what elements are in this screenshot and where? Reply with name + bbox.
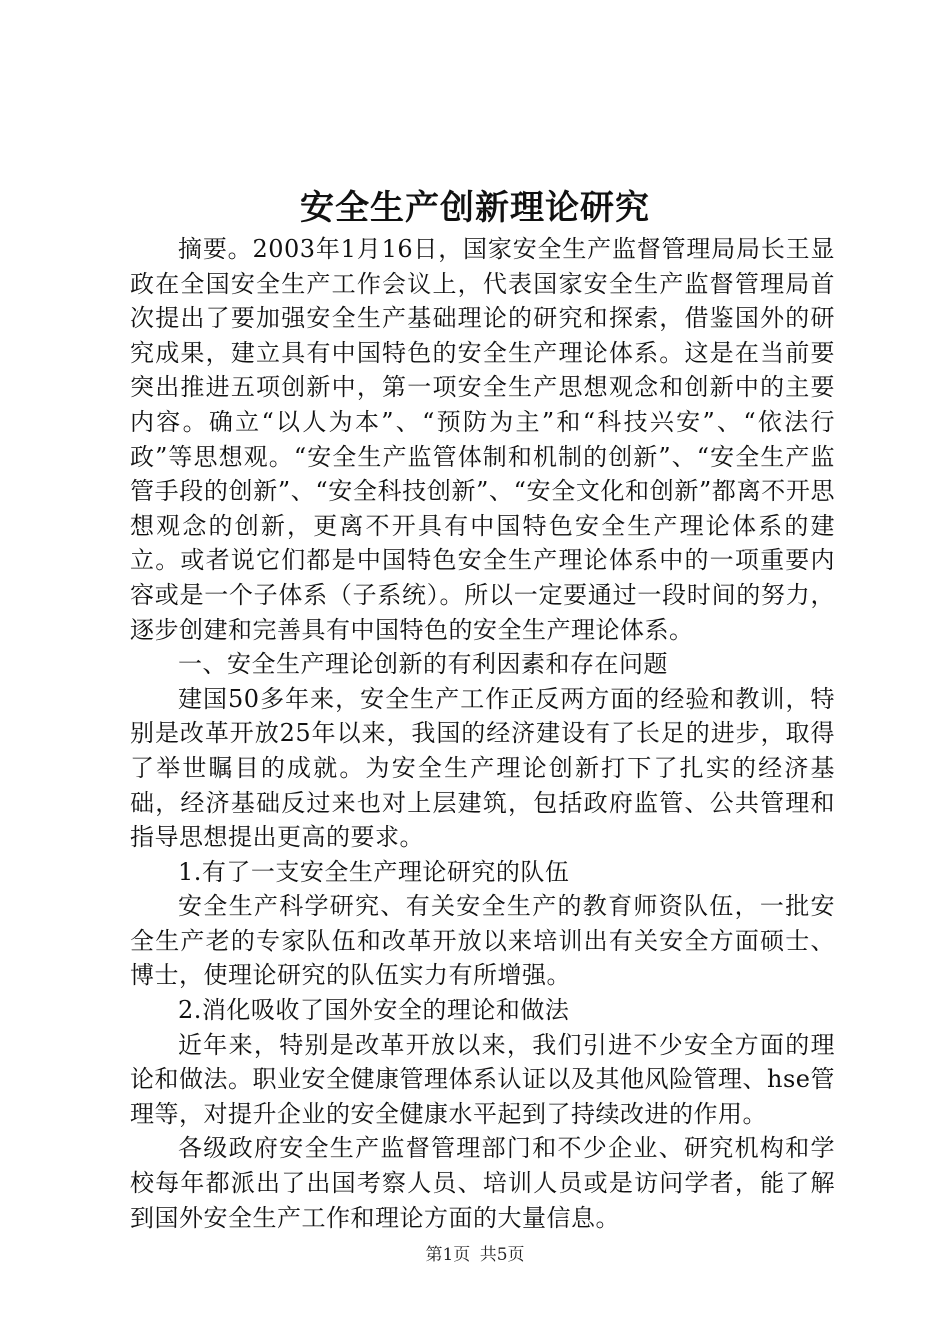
body-paragraph: 安全生产科学研究、有关安全生产的教育师资队伍，一批安全生产老的专家队伍和改革开放以来培训出有关安全方面硕士、博士，使理论研究的队伍实力有所增强。 <box>130 892 835 990</box>
document-body <box>130 232 835 1235</box>
document-title: 安全生产创新理论研究 <box>300 188 650 228</box>
abstract-paragraph: 摘要。2003年1月16日，国家安全生产监督管理局局长王显政在全国安全生产工作会议上，代表国家安全生产监督管理局首次提出了要加强安全生产基础理论的研究和探索，借鉴国外的研究成果，建立具有中国特色的安全生产理论体系。这是在当前要突出推进五项创新中，第一项安全生产思想观念和创新中的主要内容。确立“以人为本”、“预防为主”和“科技兴安”、“依法行政”等思想观。“安全生产监管体制和机制的创新”、“安全生产监管手段的创新”、“安全科技创新”、“安全文化和创新”都离不开思想观念的创新，更离不开具有中国特色安全生产理论体系的建立。或者说它们都是中国特色安全生产理论体系中的一项重要内容或是一个子体系（子系统）。所以一定要通过一段时间的努力，逐步创建和完善具有中国特色的安全生产理论体系。 <box>130 235 835 644</box>
subsection-heading: 1.有了一支安全生产理论研究的队伍 <box>178 857 570 886</box>
body-paragraph: 建国50多年来，安全生产工作正反两方面的经验和教训，特别是改革开放25年以来，我国的经济建设有了长足的进步，取得了举世瞩目的成就。为安全生产理论创新打下了扎实的经济基础，经济基础反过来也对上层建筑，包括政府监管、公共管理和指导思想提出更高的要求。 <box>130 684 835 852</box>
page-footer <box>0 1243 950 1267</box>
page-number: 第1页 <box>425 1245 471 1265</box>
body-paragraph: 近年来，特别是改革开放以来，我们引进不少安全方面的理论和做法。职业安全健康管理体系认证以及其他风险管理、hse管理等，对提升企业的安全健康水平起到了持续改进的作用。 <box>130 1030 835 1128</box>
page-total: 共5页 <box>479 1245 525 1265</box>
body-paragraph: 各级政府安全生产监督管理部门和不少企业、研究机构和学校每年都派出了出国考察人员、培训人员或是访问学者，能了解到国外安全生产工作和理论方面的大量信息。 <box>130 1134 835 1232</box>
subsection-heading: 2.消化吸收了国外安全的理论和做法 <box>178 996 570 1025</box>
section-heading: 一、安全生产理论创新的有利因素和存在问题 <box>178 650 668 679</box>
